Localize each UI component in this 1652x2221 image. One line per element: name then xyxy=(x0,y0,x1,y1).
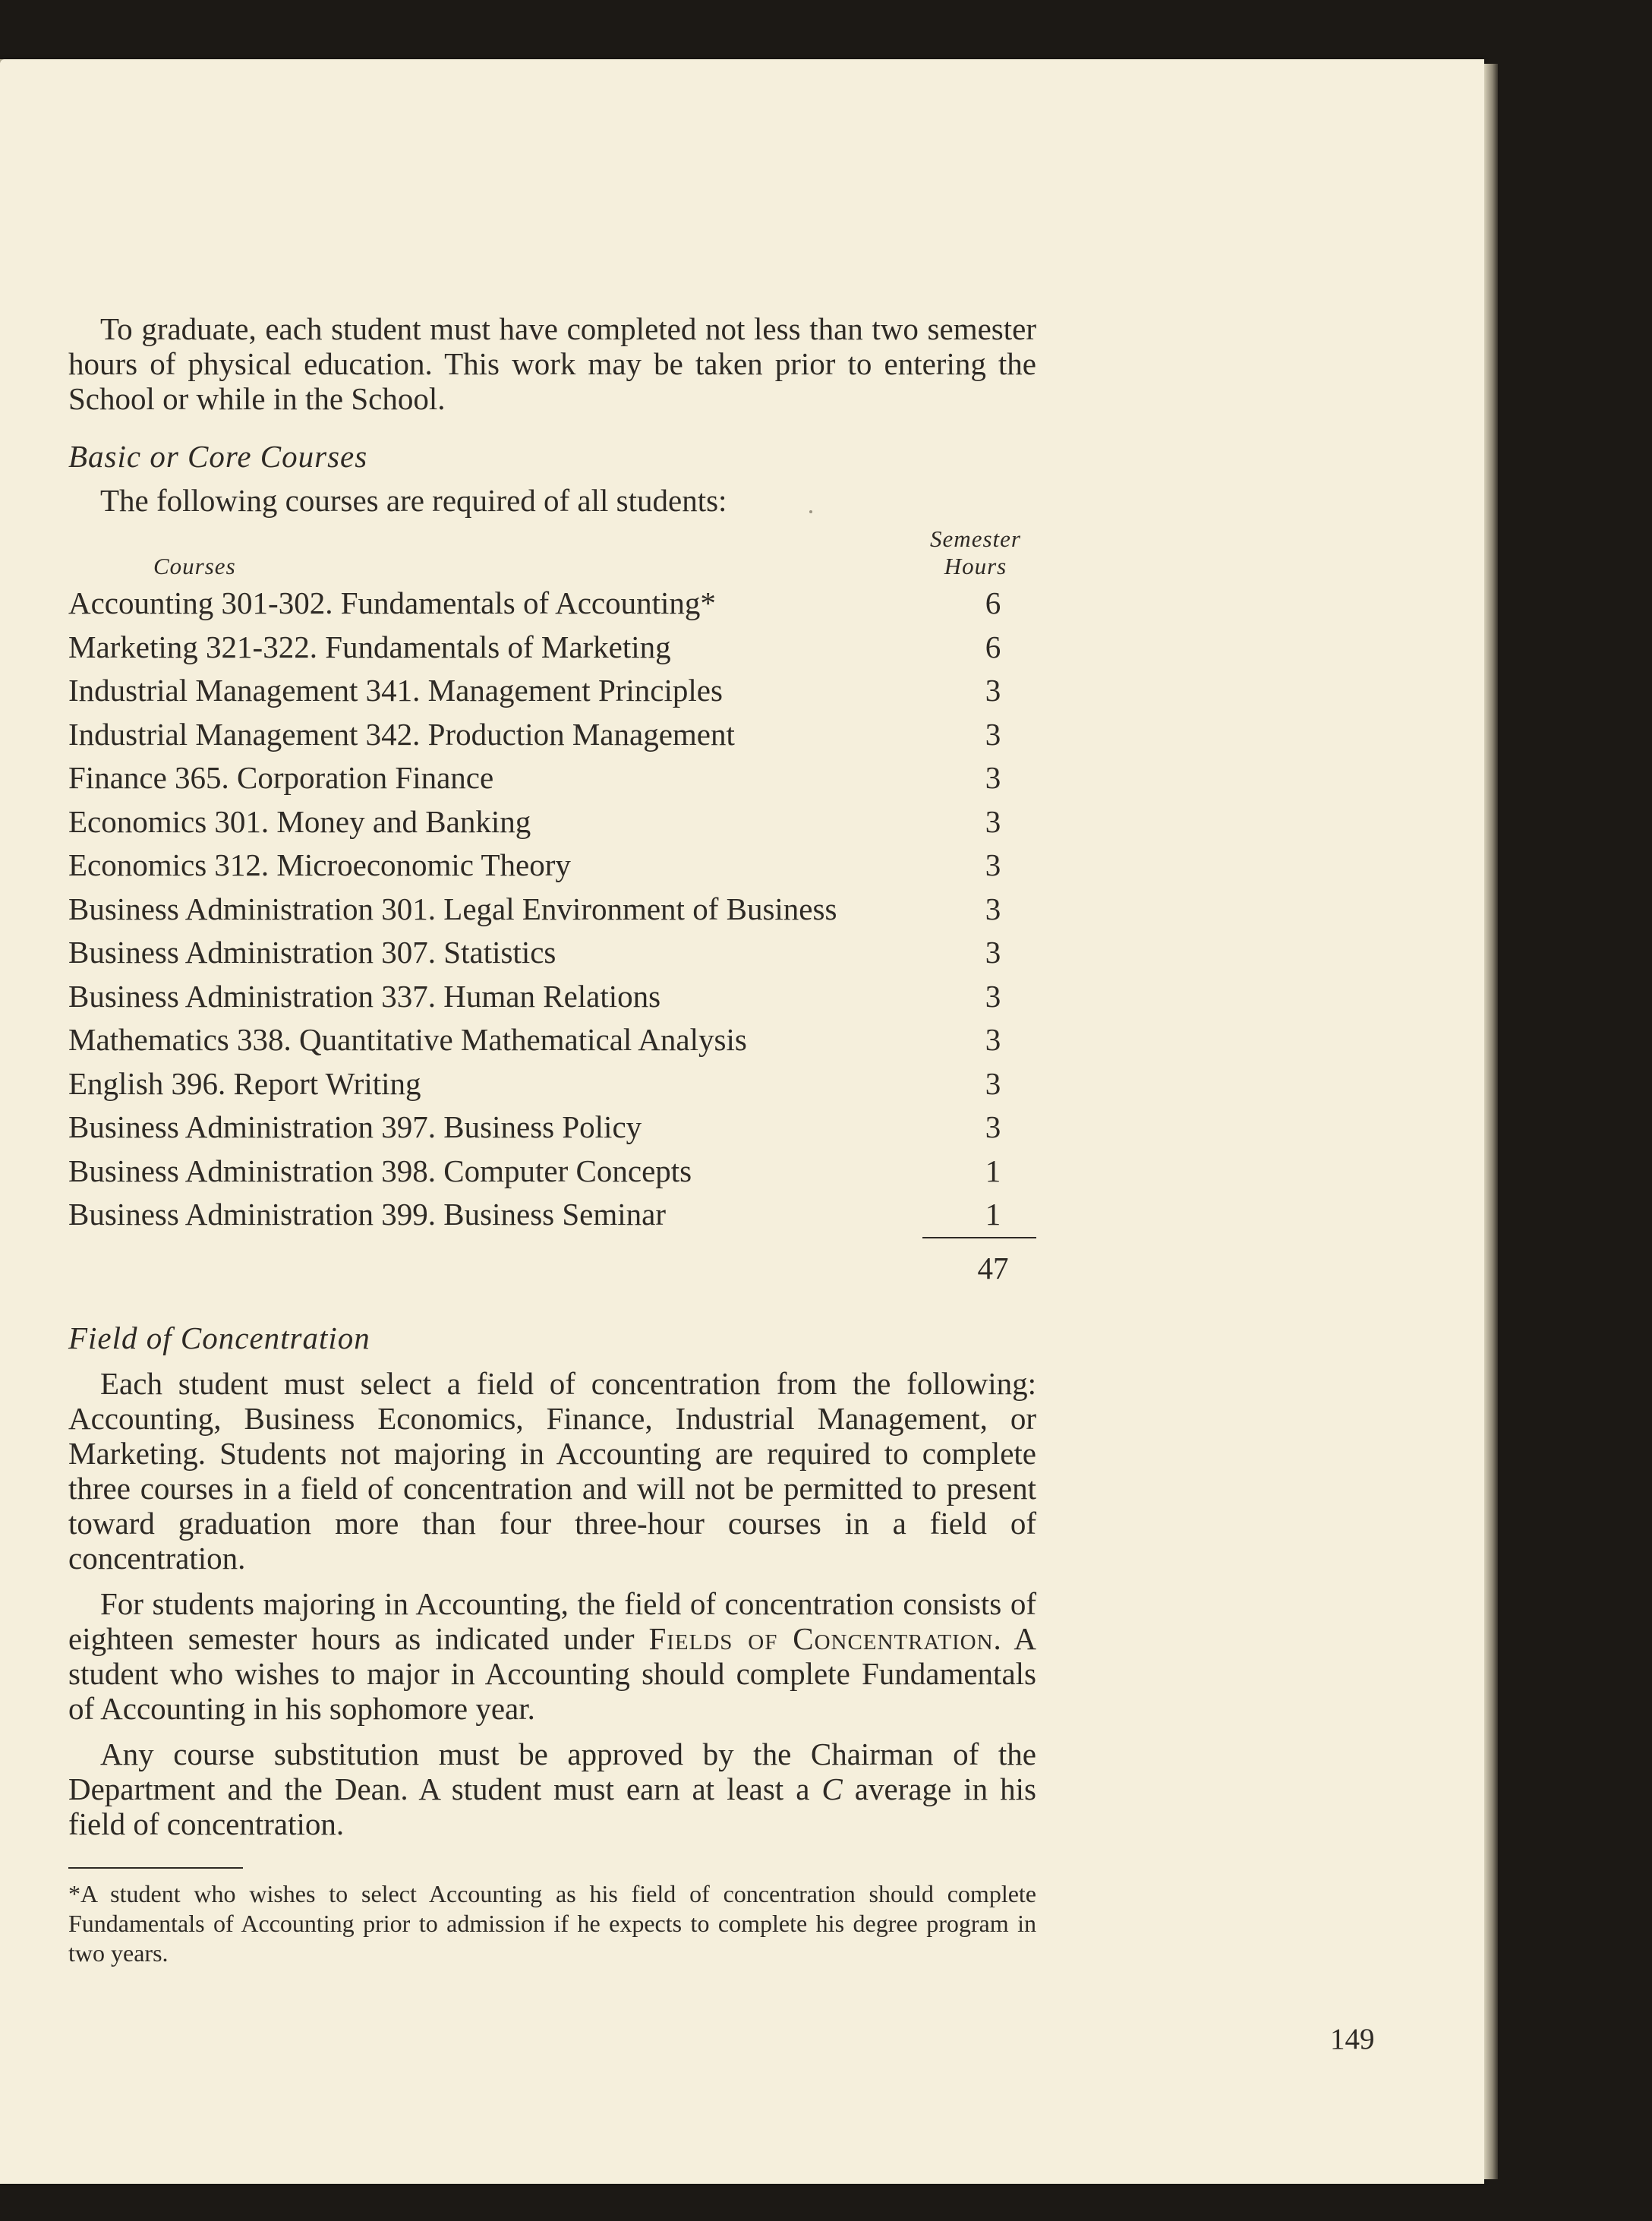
course-row xyxy=(68,582,1036,626)
course-hours: 1 xyxy=(985,1197,1001,1232)
footnote: *A student who wishes to select Accounting as his field of concentration should complete Fundamentals of Accounting prior to admission if he expects to complete his degree program in two years. xyxy=(68,1879,1036,1967)
course-title: Finance 365. Corporation Finance xyxy=(68,760,494,795)
course-row xyxy=(68,626,1036,670)
course-row xyxy=(68,800,1036,844)
course-title: Business Administration 398. Computer Concepts xyxy=(68,1153,692,1188)
course-row xyxy=(68,1018,1036,1062)
concentration-paragraph-2 xyxy=(68,1586,1036,1726)
course-title: Business Administration 301. Legal Environment of Business xyxy=(68,891,837,926)
page-number: 149 xyxy=(1330,2023,1375,2055)
course-hours: 3 xyxy=(985,847,1001,882)
concentration-paragraph-3 xyxy=(68,1737,1036,1841)
core-courses-table xyxy=(68,524,1036,1289)
concentration-paragraph-2-part1: For students majoring in Accounting, the field of concentration consists of eighteen semester hours as indicated under xyxy=(68,1585,1036,1656)
course-row xyxy=(68,844,1036,888)
total-row xyxy=(68,1248,1036,1289)
page-edge xyxy=(1484,64,1498,2179)
course-row xyxy=(68,756,1036,800)
column-header-courses: Courses xyxy=(153,553,236,579)
course-row xyxy=(68,1062,1036,1106)
course-title: Industrial Management 341. Management Principles xyxy=(68,673,723,708)
concentration-paragraph-3-part2: average in his field of concentration. xyxy=(68,1771,1036,1841)
course-row xyxy=(68,931,1036,975)
course-title: Industrial Management 342. Production Management xyxy=(68,716,735,752)
course-hours: 3 xyxy=(985,760,1001,795)
course-row xyxy=(68,1106,1036,1150)
total-hours: 47 xyxy=(977,1250,1009,1286)
course-hours: 6 xyxy=(985,585,1001,620)
table-body xyxy=(68,582,1036,1237)
total-rule xyxy=(922,1237,1036,1238)
course-title: Business Administration 337. Human Relations xyxy=(68,978,661,1014)
grade-letter: C xyxy=(821,1771,843,1806)
course-row xyxy=(68,713,1036,757)
course-hours: 3 xyxy=(985,673,1001,708)
course-row xyxy=(68,1193,1036,1237)
course-hours: 3 xyxy=(985,716,1001,752)
column-header-hours xyxy=(915,525,1036,580)
concentration-heading: Field of Concentration xyxy=(68,1320,370,1355)
table-header xyxy=(68,524,1036,582)
course-hours: 6 xyxy=(985,629,1001,664)
course-row xyxy=(68,975,1036,1019)
course-title: Business Administration 397. Business Policy xyxy=(68,1109,642,1144)
page-content xyxy=(68,311,1036,1968)
column-header-hours-line2: Hours xyxy=(944,553,1007,579)
course-row xyxy=(68,888,1036,932)
core-courses-heading: Basic or Core Courses xyxy=(68,439,368,474)
course-hours: 3 xyxy=(985,803,1001,839)
concentration-paragraph-2-part2: . A student who wishes to major in Accounting should complete Fundamentals of Accounting in his sophomore year. xyxy=(68,1620,1036,1726)
course-title: Economics 312. Microeconomic Theory xyxy=(68,847,571,882)
course-hours: 3 xyxy=(985,1109,1001,1144)
course-title: Accounting 301-302. Fundamentals of Accounting* xyxy=(68,585,716,620)
intro-paragraph: To graduate, each student must have completed not less than two semester hours of physical education. This work may be taken prior to entering the School or while in the School. xyxy=(68,311,1036,416)
footnote-rule xyxy=(68,1867,243,1869)
course-hours: 3 xyxy=(985,1065,1001,1101)
course-row xyxy=(68,1150,1036,1194)
concentration-paragraph-1: Each student must select a field of concentration from the following: Accounting, Business Economics, Finance, Industrial Management, or Marketing. Students not majoring in Accounting are required to complete three courses in a field of concentration and will not be permitted to present toward graduation more than four three-hour courses in a field of concentration. xyxy=(68,1365,1036,1576)
course-hours: 3 xyxy=(985,978,1001,1014)
course-hours: 3 xyxy=(985,891,1001,926)
course-hours: 3 xyxy=(985,1022,1001,1057)
fields-of-concentration-ref: Fields of Concentration xyxy=(648,1620,994,1656)
course-row xyxy=(68,669,1036,713)
course-title: Business Administration 399. Business Seminar xyxy=(68,1197,666,1232)
course-title: Mathematics 338. Quantitative Mathematical Analysis xyxy=(68,1022,747,1057)
concentration-paragraph-3-part1: Any course substitution must be approved by the Chairman of the Department and the Dean. A student must earn at least a xyxy=(68,1736,1036,1806)
course-title: English 396. Report Writing xyxy=(68,1065,421,1101)
course-title: Business Administration 307. Statistics xyxy=(68,935,556,970)
course-hours: 3 xyxy=(985,935,1001,970)
core-courses-lead: The following courses are required of all students: xyxy=(100,483,727,518)
course-title: Marketing 321-322. Fundamentals of Marketing xyxy=(68,629,671,664)
course-hours: 1 xyxy=(985,1153,1001,1188)
column-header-hours-line1: Semester xyxy=(930,525,1021,552)
course-title: Economics 301. Money and Banking xyxy=(68,803,531,839)
